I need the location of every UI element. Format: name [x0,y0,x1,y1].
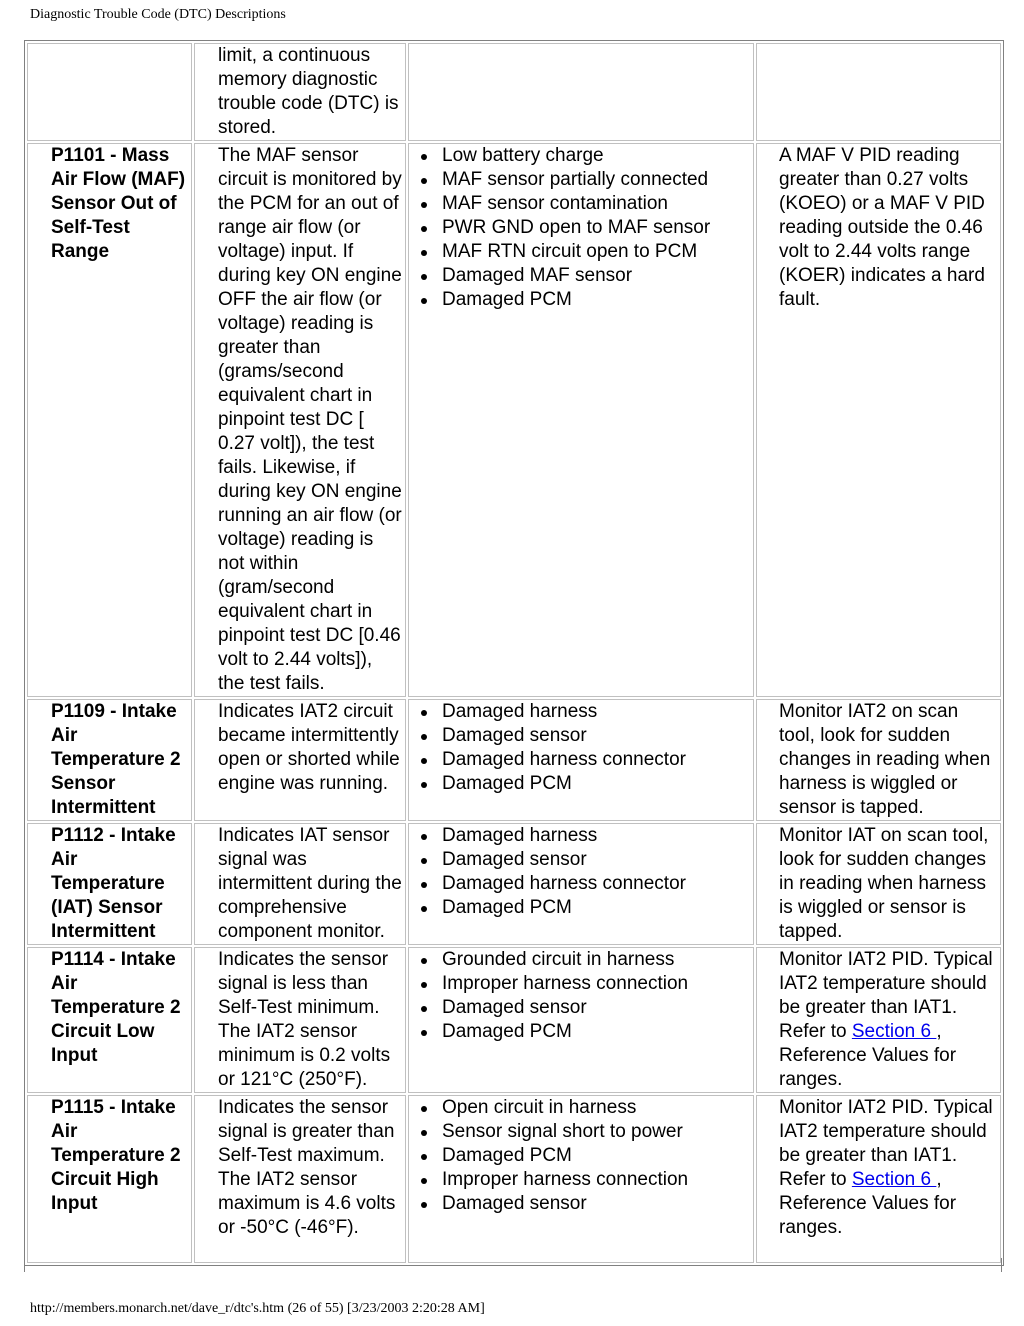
cause-item: PWR GND open to MAF sensor [418,216,751,240]
action-text: , Reference Values for ranges. [779,1021,957,1090]
section-6-link[interactable]: Section 6 [851,1169,937,1190]
description-cell: The MAF sensor circuit is monitored by the PCM for an out of range air flow (or voltage) input. If during key ON engine OFF the air flow (or voltage) reading is greater than (grams/second equivalent chart in pinpoint test DC [ 0.27 volt]), the test fails. Likewise, if during key ON engine running an air flow (or voltage) reading is not within (gram/second equivalent chart in pinpoint test DC [0.46 volt to 2.44 volts]), the test fails. [194,143,406,697]
cause-item: Sensor signal short to power [418,1120,751,1144]
causes-list [418,144,751,312]
frame-edge-right [1001,1258,1002,1272]
page-footer-url: http://members.monarch.net/dave_r/dtc's.htm (26 of 55) [3/23/2003 2:20:28 AM] [30,1301,485,1316]
dtc-row-p1109 [27,699,1001,821]
cause-item: MAF RTN circuit open to PCM [418,240,751,264]
description-cell: Indicates the sensor signal is less than Self-Test minimum. The IAT2 sensor minimum is 0.2 volts or 121°C (250°F). [194,947,406,1093]
frame-edge-left [24,1258,25,1272]
description-cell: Indicates IAT sensor signal was intermittent during the comprehensive component monitor. [194,823,406,945]
dtc-row-p1112 [27,823,1001,945]
dtc-row-p1114 [27,947,1001,1093]
cause-item: Damaged sensor [418,724,751,748]
cause-item: Damaged PCM [418,1020,751,1044]
causes-cell [408,699,754,821]
action-text: Monitor IAT2 PID. Typical IAT2 temperature should be greater than IAT1. Refer to [779,949,993,1042]
description-cell: limit, a continuous memory diagnostic trouble code (DTC) is stored. [194,43,406,141]
code-cell: P1114 - Intake Air Temperature 2 Circuit Low Input [27,947,192,1093]
code-cell [27,43,192,141]
cause-item: Damaged harness [418,824,751,848]
cause-item: Damaged sensor [418,848,751,872]
action-cell: Monitor IAT2 on scan tool, look for sudden changes in reading when harness is wiggled or sensor is tapped. [756,699,1001,821]
causes-cell [408,43,754,141]
code-cell: P1112 - Intake Air Temperature (IAT) Sensor Intermittent [27,823,192,945]
causes-cell [408,1095,754,1263]
action-cell [756,947,1001,1093]
causes-cell [408,823,754,945]
cause-item: Damaged PCM [418,288,751,312]
code-cell: P1101 - Mass Air Flow (MAF) Sensor Out of Self-Test Range [27,143,192,697]
cause-item: Grounded circuit in harness [418,948,751,972]
action-cell: Monitor IAT on scan tool, look for sudden changes in reading when harness is wiggled or sensor is tapped. [756,823,1001,945]
description-cell: Indicates IAT2 circuit became intermittently open or shorted while engine was running. [194,699,406,821]
action-cell: A MAF V PID reading greater than 0.27 volts (KOEO) or a MAF V PID reading outside the 0.46 volt to 2.44 volts range (KOER) indicates a hard fault. [756,143,1001,697]
cause-item: Improper harness connection [418,1168,751,1192]
dtc-row-p1101 [27,143,1001,697]
action-cell [756,1095,1001,1263]
cause-item: Low battery charge [418,144,751,168]
code-cell: P1109 - Intake Air Temperature 2 Sensor Intermittent [27,699,192,821]
cause-item: Damaged PCM [418,1144,751,1168]
section-6-link[interactable]: Section 6 [851,1021,937,1042]
cause-item: Damaged harness [418,700,751,724]
dtc-row-p1115 [27,1095,1001,1263]
causes-list [418,700,751,796]
cause-item: MAF sensor contamination [418,192,751,216]
cause-item: MAF sensor partially connected [418,168,751,192]
code-cell: P1115 - Intake Air Temperature 2 Circuit High Input [27,1095,192,1263]
cause-item: Damaged harness connector [418,748,751,772]
causes-cell [408,947,754,1093]
cause-item: Damaged sensor [418,1192,751,1216]
action-text: , Reference Values for ranges. [779,1169,957,1238]
dtc-table [24,40,1004,1266]
cause-item: Open circuit in harness [418,1096,751,1120]
action-text: Monitor IAT2 PID. Typical IAT2 temperature should be greater than IAT1. Refer to [779,1097,993,1190]
causes-list [418,1096,751,1216]
page-header-title: Diagnostic Trouble Code (DTC) Descriptions [30,7,286,22]
cause-item: Damaged PCM [418,896,751,920]
causes-list [418,824,751,920]
causes-cell [408,143,754,697]
cause-item: Damaged PCM [418,772,751,796]
cause-item: Improper harness connection [418,972,751,996]
causes-list [418,948,751,1044]
cause-item: Damaged harness connector [418,872,751,896]
cause-item: Damaged sensor [418,996,751,1020]
action-cell [756,43,1001,141]
continuation-row [27,43,1001,141]
cause-item: Damaged MAF sensor [418,264,751,288]
description-cell: Indicates the sensor signal is greater than Self-Test maximum. The IAT2 sensor maximum is 4.6 volts or -50°C (-46°F). [194,1095,406,1263]
